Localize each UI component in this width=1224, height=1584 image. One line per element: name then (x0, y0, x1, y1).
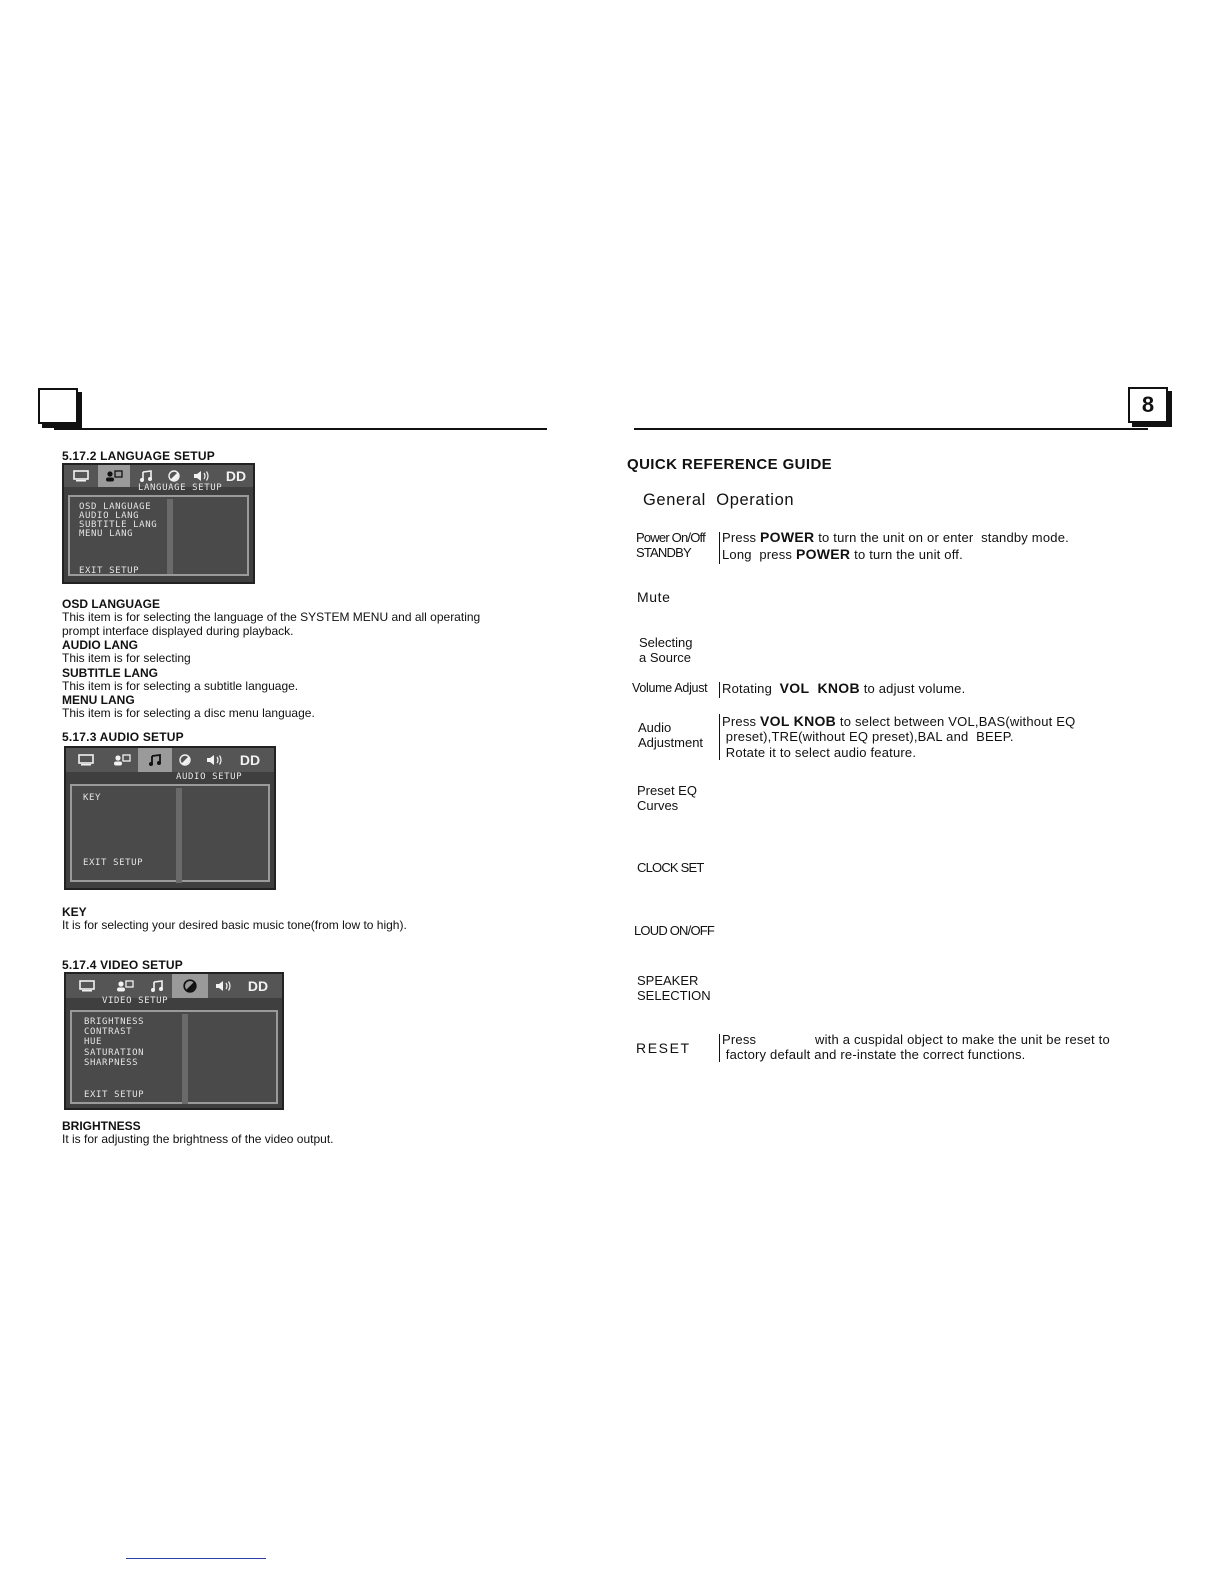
label-preset-eq: Preset EQ (637, 783, 697, 798)
label-power-on-off: Power On/Off (636, 530, 705, 545)
osd-tab-bar (66, 748, 274, 772)
osd-tab-bar (66, 974, 282, 998)
desc-reset-line1: with a cuspidal object to make the unit be reset to (815, 1032, 1110, 1047)
osd-item-menu-lang: MENU LANG (79, 529, 134, 539)
separator-line-volume (719, 682, 720, 698)
entry-title-key: KEY (62, 905, 87, 919)
speaker-icon (198, 748, 232, 772)
video-setup-heading: 5.17.4 VIDEO SETUP (62, 958, 183, 972)
desc-volume (722, 681, 965, 697)
osd-item-subtitle-lang: SUBTITLE LANG (79, 520, 158, 530)
osd-title: AUDIO SETUP (176, 772, 243, 782)
osd-scrollbar (176, 788, 182, 883)
osd-item-osd-language: OSD LANGUAGE (79, 502, 152, 512)
entry-title-osd-language: OSD LANGUAGE (62, 597, 161, 611)
dolby-digital-tab: DD (239, 752, 261, 768)
osd-item-key: KEY (83, 793, 102, 803)
key-power: POWER (760, 529, 815, 545)
monitor-icon (66, 748, 106, 772)
dolby-digital-tab: DD (225, 468, 247, 484)
page-number-box-left (38, 388, 78, 424)
contrast-icon (172, 748, 198, 772)
entry-text-key: It is for selecting your desired basic music tone(from low to high). (62, 918, 407, 932)
key-power: POWER (795, 546, 851, 562)
label-volume-adjust: Volume Adjust (632, 681, 708, 695)
desc-reset-press: Press (722, 1032, 757, 1047)
desc-audio-line2: preset),TRE(without EQ preset),BAL and BEEP. (722, 729, 1014, 744)
osd-scrollbar (182, 1014, 188, 1104)
key-vol-knob: VOL KNOB (760, 713, 837, 729)
header-rule-right (634, 428, 1148, 430)
contrast-icon (172, 974, 208, 998)
desc-power-line1 (722, 530, 1069, 546)
osd-title: VIDEO SETUP (102, 996, 169, 1006)
label-speaker: SPEAKER (637, 973, 699, 988)
osd-exit-setup: EXIT SETUP (83, 858, 144, 868)
label-mute: Mute (637, 589, 671, 605)
osd-item-sharpness: SHARPNESS (84, 1058, 139, 1068)
text: Press (722, 714, 761, 729)
general-operation-subtitle: General Operation (643, 491, 795, 509)
entry-text-subtitle-lang: This item is for selecting a subtitle language. (62, 678, 299, 693)
text: Long press (722, 547, 796, 562)
text: Rotating (722, 681, 780, 696)
label-reset: RESET (636, 1040, 691, 1056)
osd-item-contrast: CONTRAST (84, 1027, 133, 1037)
people-icon (108, 974, 142, 998)
speaker-icon (208, 974, 240, 998)
entry-text-osd-language: This item is for selecting the language of the SYSTEM MENU and all operating prompt interface displayed during playback. (62, 610, 481, 638)
people-icon (106, 748, 138, 772)
audio-setup-osd (64, 746, 276, 890)
label-standby: STANDBY (636, 545, 691, 560)
osd-item-brightness: BRIGHTNESS (84, 1017, 145, 1027)
monitor-icon (64, 465, 98, 487)
language-setup-osd (62, 463, 255, 584)
osd-item-saturation: SATURATION (84, 1048, 145, 1058)
separator-line-reset (719, 1034, 720, 1062)
music-icon (142, 974, 172, 998)
label-loud-on-off: LOUD ON/OFF (634, 923, 715, 938)
video-setup-entries (62, 1119, 532, 1147)
text: to turn the unit on or enter standby mode. (814, 530, 1069, 545)
language-setup-entries (62, 597, 532, 721)
osd-exit-setup: EXIT SETUP (84, 1090, 145, 1100)
page-number-box-right (1128, 387, 1168, 423)
monitor-icon (66, 974, 108, 998)
entry-text-audio-lang: This item is for selecting (62, 651, 191, 665)
audio-setup-heading: 5.17.3 AUDIO SETUP (62, 730, 184, 744)
desc-reset-line2: factory default and re-instate the correct functions. (722, 1047, 1026, 1062)
video-setup-osd (64, 972, 284, 1110)
text: to adjust volume. (859, 681, 966, 696)
label-curves: Curves (637, 798, 679, 813)
text: to turn the unit off. (850, 547, 963, 562)
language-setup-heading: 5.17.2 LANGUAGE SETUP (62, 449, 215, 463)
label-audio: Audio (638, 720, 672, 735)
osd-scrollbar (167, 499, 173, 574)
dolby-digital-tab: DD (247, 978, 269, 994)
label-adjustment: Adjustment (638, 735, 704, 750)
label-selecting: Selecting (639, 635, 693, 650)
entry-title-menu-lang: MENU LANG (62, 693, 135, 707)
audio-setup-entries (62, 905, 532, 933)
entry-text-menu-lang: This item is for selecting a disc menu language. (62, 706, 315, 720)
osd-item-hue: HUE (84, 1037, 103, 1047)
text: Press (722, 530, 761, 545)
entry-text-brightness: It is for adjusting the brightness of the video output. (62, 1132, 334, 1146)
desc-audio-line1 (722, 714, 1075, 730)
osd-title: LANGUAGE SETUP (138, 483, 223, 493)
entry-title-brightness: BRIGHTNESS (62, 1119, 141, 1133)
desc-power-line2 (722, 547, 963, 563)
music-icon (138, 748, 172, 772)
label-selection: SELECTION (637, 988, 711, 1003)
separator-line-power (719, 532, 720, 564)
quick-reference-title: QUICK REFERENCE GUIDE (627, 456, 833, 473)
osd-exit-setup: EXIT SETUP (79, 566, 140, 576)
key-vol-knob: VOL KNOB (779, 680, 860, 696)
page-number: 8 (1141, 392, 1155, 417)
label-a-source: a Source (639, 650, 692, 665)
entry-title-audio-lang: AUDIO LANG (62, 638, 138, 652)
header-rule-left (54, 428, 547, 430)
text: to select between VOL,BAS(without EQ (836, 714, 1076, 729)
label-clock-set: CLOCK SET (637, 860, 704, 875)
desc-audio-line3: Rotate it to select audio feature. (722, 745, 917, 760)
footer-link-underline (126, 1558, 266, 1559)
osd-item-audio-lang: AUDIO LANG (79, 511, 140, 521)
people-icon (98, 465, 130, 487)
entry-title-subtitle-lang: SUBTITLE LANG (62, 665, 158, 680)
separator-line-audio (719, 714, 720, 760)
